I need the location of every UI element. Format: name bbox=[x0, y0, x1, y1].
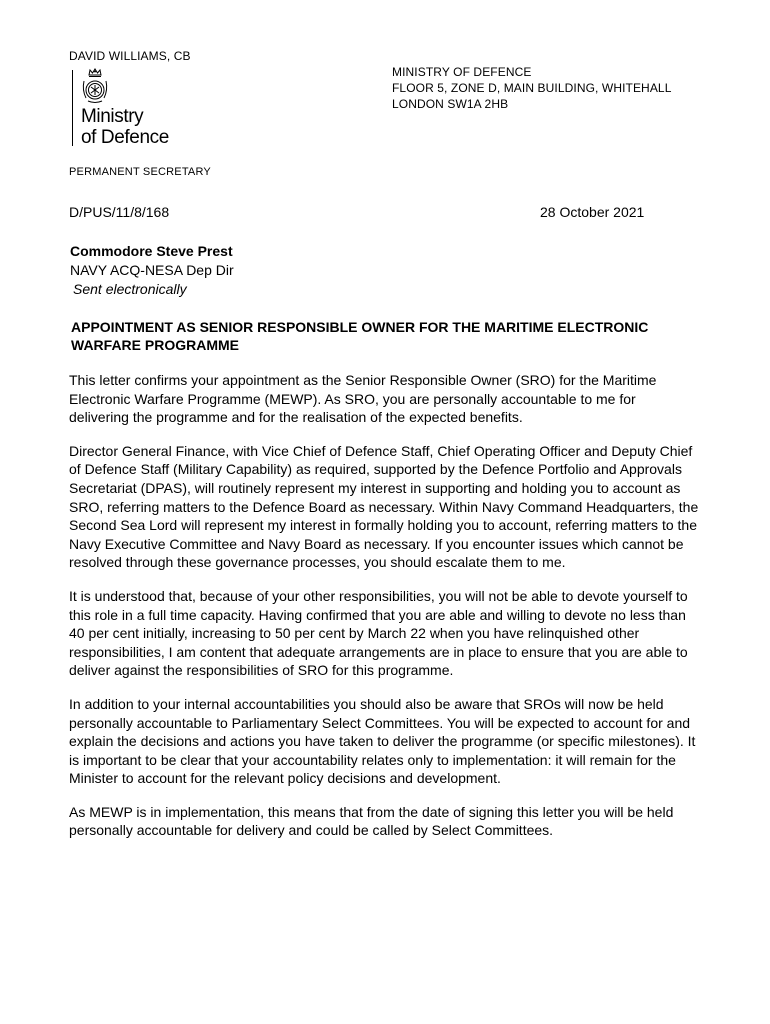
logo-line-ministry: Ministry bbox=[81, 106, 144, 127]
sender-role: PERMANENT SECRETARY bbox=[69, 166, 211, 178]
sender-name: DAVID WILLIAMS, CB bbox=[69, 49, 191, 63]
body-paragraph: Director General Finance, with Vice Chief of Defence Staff, Chief Operating Officer and Deputy Chief of Defence Staff (Military Capability) as required, supported by the Defence Portfolio and Approvals Secretariat (DPAS), will routinely represent my interest in supporting and holding you to account as SRO, referring matters to the Defence Board as necessary. Within Navy Command Headquarters, the Second Sea Lord will represent my interest in formally holding you to account, referring matters to the Navy Executive Committee and Navy Board as necessary. If you encounter issues which cannot be resolved through these governance processes, you should escalate them to me. bbox=[69, 442, 699, 571]
sender-address bbox=[392, 64, 671, 112]
letter-date: 28 October 2021 bbox=[540, 204, 645, 220]
logo-line-of-defence: of Defence bbox=[81, 127, 169, 148]
address-line: LONDON SW1A 2HB bbox=[392, 97, 509, 111]
letter-reference: D/PUS/11/8/168 bbox=[69, 204, 170, 220]
recipient-name: Commodore Steve Prest bbox=[70, 243, 233, 259]
royal-crest-icon bbox=[80, 66, 110, 106]
body-paragraph: In addition to your internal accountabilities you should also be aware that SROs will now be held personally accountable to Parliamentary Select Committees. You will be expected to account for and explain the decisions and actions you have taken to deliver the programme (or specific milestones). It is important to be clear that your accountability relates only to implementation: it will remain for the Minister to account for the relevant policy decisions and development. bbox=[69, 695, 696, 787]
body-paragraph: As MEWP is in implementation, this means that from the date of signing this letter you will be held personally accountable for delivery and could be called by Select Committees. bbox=[69, 803, 674, 839]
logo-divider bbox=[72, 70, 73, 146]
body-paragraph: It is understood that, because of your other responsibilities, you will not be able to devote yourself to this role in a full time capacity. Having confirmed that you are able and willing to devote no less than 40 per cent initially, increasing to 50 per cent by March 22 when you have relinquished other responsibilities, I am content that adequate arrangements are in place to ensure that you are able to deliver against the responsibilities of SRO for this programme. bbox=[69, 587, 688, 679]
recipient-title: NAVY ACQ-NESA Dep Dir bbox=[70, 262, 234, 278]
address-line: MINISTRY OF DEFENCE bbox=[392, 65, 532, 79]
delivery-method: Sent electronically bbox=[73, 281, 187, 297]
ministry-of-defence-logo bbox=[81, 106, 169, 148]
letter-subject: APPOINTMENT AS SENIOR RESPONSIBLE OWNER FOR THE MARITIME ELECTRONIC WARFARE PROGRAMME bbox=[71, 319, 649, 353]
letter-body bbox=[69, 371, 699, 855]
recipient-block bbox=[70, 242, 234, 299]
body-paragraph: This letter confirms your appointment as the Senior Responsible Owner (SRO) for the Maritime Electronic Warfare Programme (MEWP). As SRO, you are personally accountable to me for delivering the programme and for the realisation of the expected benefits. bbox=[69, 372, 657, 426]
address-line: FLOOR 5, ZONE D, MAIN BUILDING, WHITEHALL bbox=[392, 81, 672, 95]
